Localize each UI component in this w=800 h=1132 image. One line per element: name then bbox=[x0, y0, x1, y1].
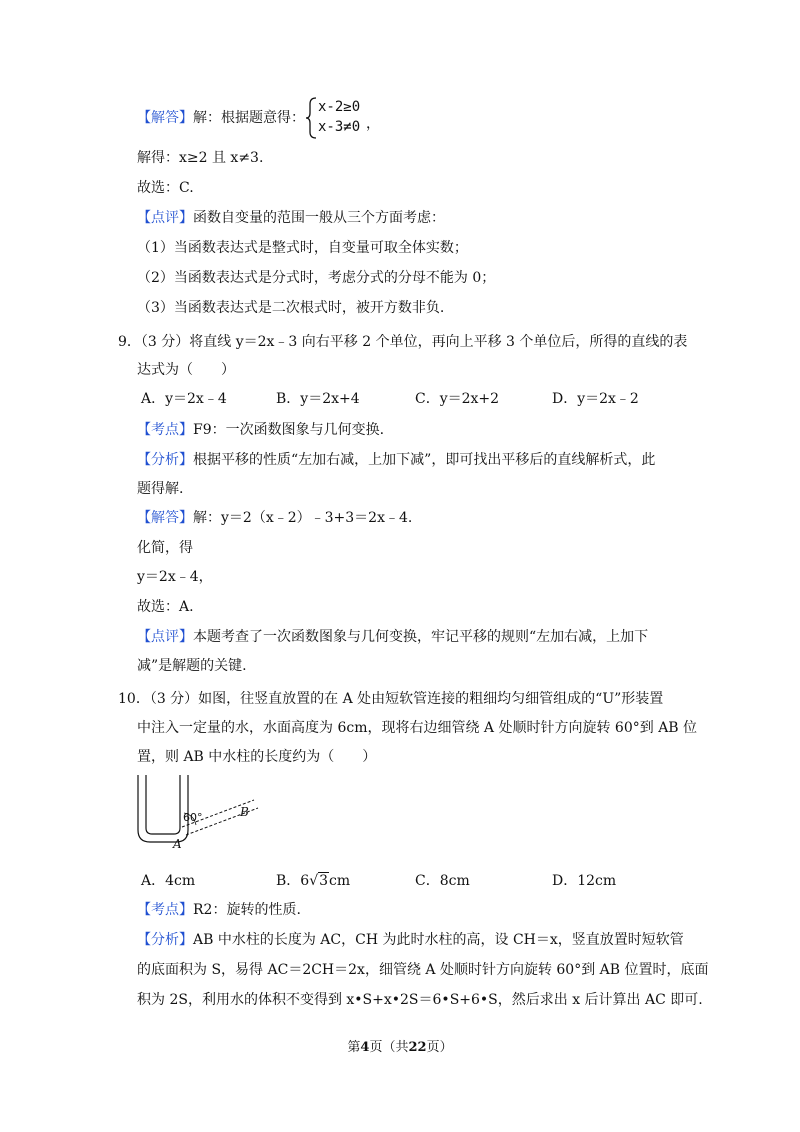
answer-tag: 【解答】 bbox=[137, 110, 193, 126]
q9-knowledge-tag: 【考点】 bbox=[137, 422, 193, 438]
q10-stem-2: 中注入一定量的水，水面高度为 6cm，现将右边细管绕 A 处顺时针方向旋转 60°到 AB 位 bbox=[137, 720, 698, 736]
comment-point-1: （1）当函数表达式是整式时，自变量可取全体实数； bbox=[137, 240, 468, 256]
answer-text: 解：根据题意得： bbox=[193, 110, 305, 126]
q9-comment-tag: 【点评】 bbox=[137, 629, 193, 645]
footer-total-pages: 22 bbox=[408, 1040, 427, 1055]
comment-tag: 【点评】 bbox=[137, 210, 193, 226]
q9-comment-2: 减”是解题的关键. bbox=[137, 658, 247, 674]
page-footer bbox=[0, 1036, 800, 1055]
q9-option-c: C．y＝2x+2 bbox=[415, 391, 500, 407]
footer-prefix: 第 bbox=[347, 1040, 361, 1055]
sqrt-radicand: 3 bbox=[319, 873, 329, 889]
q10-knowledge bbox=[137, 900, 301, 920]
q10-option-b-prefix: B．6 bbox=[276, 873, 310, 889]
choice-line: 故选：C. bbox=[137, 180, 194, 196]
q10-analysis-3: 积为 2S，利用水的体积不变得到 x•S+x•2S＝6•S+6•S，然后求出 x 后计算出 AC 即可. bbox=[137, 992, 703, 1008]
q9-knowledge bbox=[137, 420, 384, 440]
q9-analysis-2: 题得解. bbox=[137, 481, 184, 497]
q9-solution bbox=[137, 508, 412, 528]
q10-option-b bbox=[276, 871, 350, 891]
q9-comment-1 bbox=[137, 627, 648, 647]
q10-option-a: A．4cm bbox=[141, 873, 196, 889]
q9-comment-text: 本题考查了一次函数图象与几何变换，牢记平移的规则“左加右减，上加下 bbox=[193, 629, 649, 645]
comment-text: 函数自变量的范围一般从三个方面考虑： bbox=[193, 210, 445, 226]
q9-result: y＝2x﹣4， bbox=[137, 569, 213, 585]
q9-choice: 故选：A. bbox=[137, 599, 194, 615]
q10-analysis-tag: 【分析】 bbox=[137, 932, 193, 948]
comment-point-2: （2）当函数表达式是分式时，考虑分式的分母不能为 0； bbox=[137, 270, 496, 286]
q10-stem-3: 置，则 AB 中水柱的长度约为（ ） bbox=[137, 749, 377, 765]
q9-analysis-tag: 【分析】 bbox=[137, 452, 193, 468]
q9-option-d: D．y＝2x﹣2 bbox=[552, 391, 639, 407]
q9-solution-tag: 【解答】 bbox=[137, 510, 193, 526]
q9-option-a: A．y＝2x﹣4 bbox=[141, 391, 227, 407]
q9-knowledge-text: F9：一次函数图象与几何变换. bbox=[193, 422, 385, 438]
comment-line bbox=[137, 208, 445, 228]
point-a-label: A bbox=[173, 837, 182, 851]
q9-simplify: 化简，得 bbox=[137, 540, 193, 556]
answer-line bbox=[137, 108, 305, 128]
inequality-system bbox=[304, 96, 380, 140]
q9-stem-2: 达式为（ ） bbox=[137, 362, 235, 378]
footer-page-number: 4 bbox=[360, 1040, 370, 1055]
brace-icon bbox=[304, 96, 318, 140]
q10-knowledge-tag: 【考点】 bbox=[137, 902, 193, 918]
comment-point-3: （3）当函数表达式是二次根式时，被开方数非负. bbox=[137, 300, 445, 316]
solve-line: 解得：x≥2 且 x≠3. bbox=[137, 150, 264, 166]
q10-analysis-text: AB 中水柱的长度为 AC，CH 为此时水柱的高，设 CH＝x，竖直放置时短软管 bbox=[193, 932, 684, 948]
q9-solution-text: 解：y＝2（x﹣2）﹣3+3＝2x﹣4. bbox=[193, 510, 413, 526]
q10-option-d: D．12cm bbox=[552, 873, 617, 889]
q9-stem-1: 9．（3 分）将直线 y＝2x﹣3 向右平移 2 个单位，再向上平移 3 个单位后，所得的直线的表 bbox=[118, 334, 688, 350]
q9-option-b: B．y＝2x+4 bbox=[276, 391, 360, 407]
footer-middle: 页（共 bbox=[369, 1040, 409, 1055]
system-tail: ， bbox=[366, 116, 380, 132]
q10-option-b-unit: cm bbox=[329, 873, 351, 889]
q9-analysis-1 bbox=[137, 450, 655, 470]
angle-label: 60° bbox=[183, 811, 203, 824]
q10-analysis-2: 的底面积为 S，易得 AC＝2CH＝2x，细管绕 A 处顺时针方向旋转 60°到 AB 位置时，底面 bbox=[137, 962, 709, 978]
q10-option-c: C．8cm bbox=[415, 873, 470, 889]
sqrt-symbol: √3 bbox=[309, 873, 329, 889]
q10-analysis-1 bbox=[137, 930, 684, 950]
u-tube-figure bbox=[136, 775, 266, 859]
inequality-1: x-2≥0 bbox=[318, 99, 361, 115]
q9-analysis-text: 根据平移的性质“左加右减，上加下减”，即可找出平移后的直线解析式，此 bbox=[193, 452, 656, 468]
inequality-2: x-3≠0 bbox=[318, 119, 361, 135]
point-b-label: B bbox=[240, 805, 249, 819]
footer-suffix: 页） bbox=[426, 1040, 453, 1055]
q10-knowledge-text: R2：旋转的性质. bbox=[193, 902, 301, 918]
q10-stem-1: 10．（3 分）如图，往竖直放置的在 A 处由短软管连接的粗细均匀细管组成的“U”形装置 bbox=[118, 691, 664, 707]
